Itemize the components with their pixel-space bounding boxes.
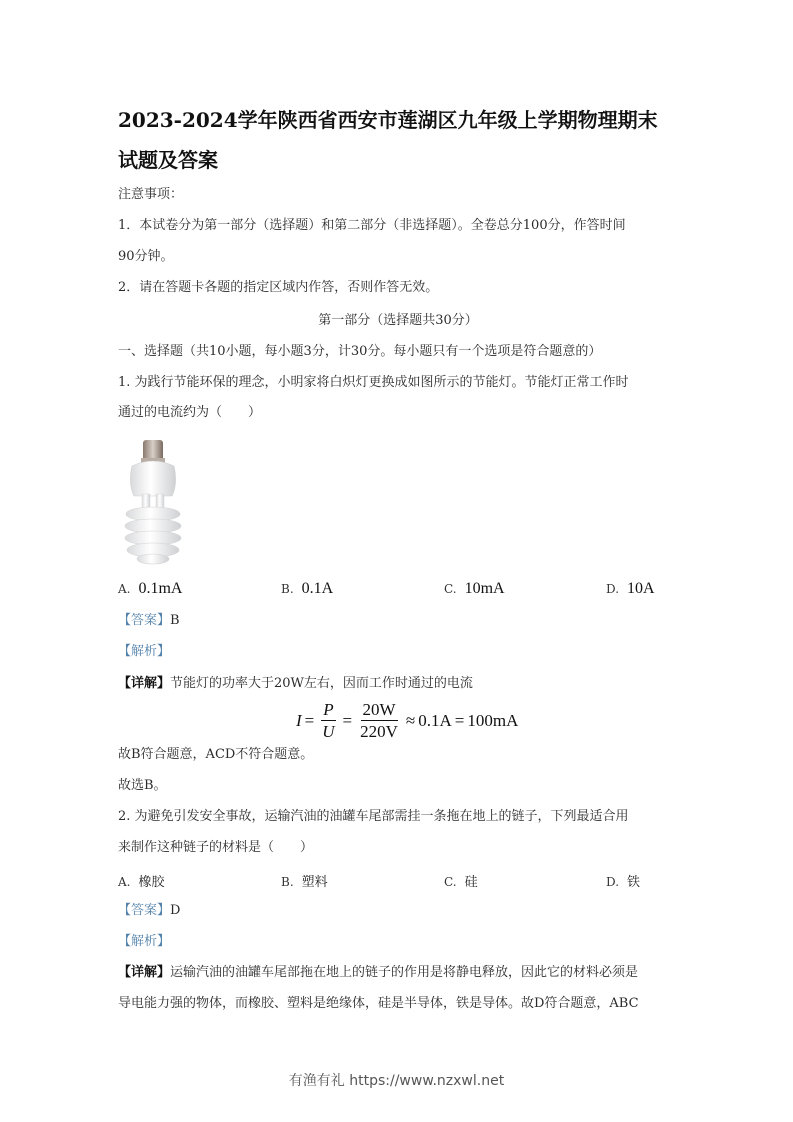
choice-b: B. 塑料 — [281, 875, 328, 890]
document-title-line-2: 试题及答案 — [118, 148, 218, 172]
energy-saving-bulb-image — [120, 436, 186, 566]
question-1-answer — [118, 612, 688, 630]
question-2-choices — [118, 871, 688, 891]
choice-c: C. 硅 — [444, 875, 478, 890]
choice-d: D. 10A — [606, 580, 655, 597]
notice-2: 2．请在答题卡各题的指定区域内作答，否则作答无效。 — [118, 280, 439, 295]
question-1-stem-cont: 通过的电流约为（ ） — [118, 405, 262, 420]
answer-tag: 【答案】 — [118, 903, 171, 918]
question-2-answer — [118, 902, 688, 920]
choice-a: A. 橡胶 — [118, 875, 165, 890]
detail-tag: 【详解】 — [118, 965, 171, 980]
question-1-conclusion: 故B符合题意，ACD不符合题意。 — [118, 747, 314, 762]
fraction-p-over-u: $\frac{P}{U}$ — [322, 699, 335, 741]
notice-1: 1．本试卷分为第一部分（选择题）和第二部分（非选择题）。全卷总分100分，作答时间 — [118, 218, 626, 233]
notice-heading: 注意事项： — [118, 187, 184, 202]
part-1-title: 第一部分（选择题共30分） — [318, 313, 478, 328]
answer-value: B — [170, 613, 180, 628]
question-1-stem: 1. 为践行节能环保的理念，小明家将白炽灯更换成如图所示的节能灯。节能灯正常工作时 — [118, 375, 629, 390]
answer-value: D — [170, 903, 181, 918]
question-2-stem: 2. 为避免引发安全事故，运输汽油的油罐车尾部需挂一条拖在地上的链子，下列最适合用 — [118, 809, 629, 824]
question-1-detail: 【详解】节能灯的功率大于20W左右，因而工作时通过的电流 — [118, 676, 473, 691]
question-1-analysis — [118, 643, 688, 661]
question-2-detail-cont: 导电能力强的物体，而橡胶、塑料是绝缘体，硅是半导体，铁是导体。故D符合题意，ABC — [118, 996, 639, 1011]
analysis-tag: 【解析】 — [118, 644, 171, 659]
fraction-20w-over-220v: $\frac{20W}{220V}$ — [360, 699, 398, 741]
detail-tag: 【详解】 — [118, 676, 171, 691]
answer-tag: 【答案】 — [118, 613, 171, 628]
current-formula: I = $\frac{P}{U}$ = $\frac{20W}{220V}$ ≈ 0.1A = 100mA — [296, 699, 519, 741]
notice-1-cont: 90分钟。 — [118, 249, 174, 264]
choice-a: A. 0.1mA — [118, 580, 183, 597]
analysis-tag: 【解析】 — [118, 934, 171, 949]
question-1-choices — [118, 580, 688, 600]
question-2-stem-cont: 来制作这种链子的材料是（ ） — [118, 840, 314, 855]
section-1-heading: 一、选择题（共10小题，每小题3分，计30分。每小题只有一个选项是符合题意的） — [118, 344, 602, 359]
footer-watermark-link[interactable]: 有渔有礼 https://www.nzxwl.net — [288, 1073, 505, 1089]
choice-b: B. 0.1A — [281, 580, 334, 597]
document-title-line-1: 2023-2024学年陕西省西安市莲湖区九年级上学期物理期末 — [118, 108, 658, 132]
question-2-analysis — [118, 933, 688, 951]
choice-c: C. 10mA — [444, 580, 505, 597]
question-1-final: 故选B。 — [118, 778, 167, 793]
choice-d: D. 铁 — [606, 875, 641, 890]
question-2-detail: 【详解】运输汽油的油罐车尾部拖在地上的链子的作用是将静电释放，因此它的材料必须是 — [118, 965, 639, 980]
